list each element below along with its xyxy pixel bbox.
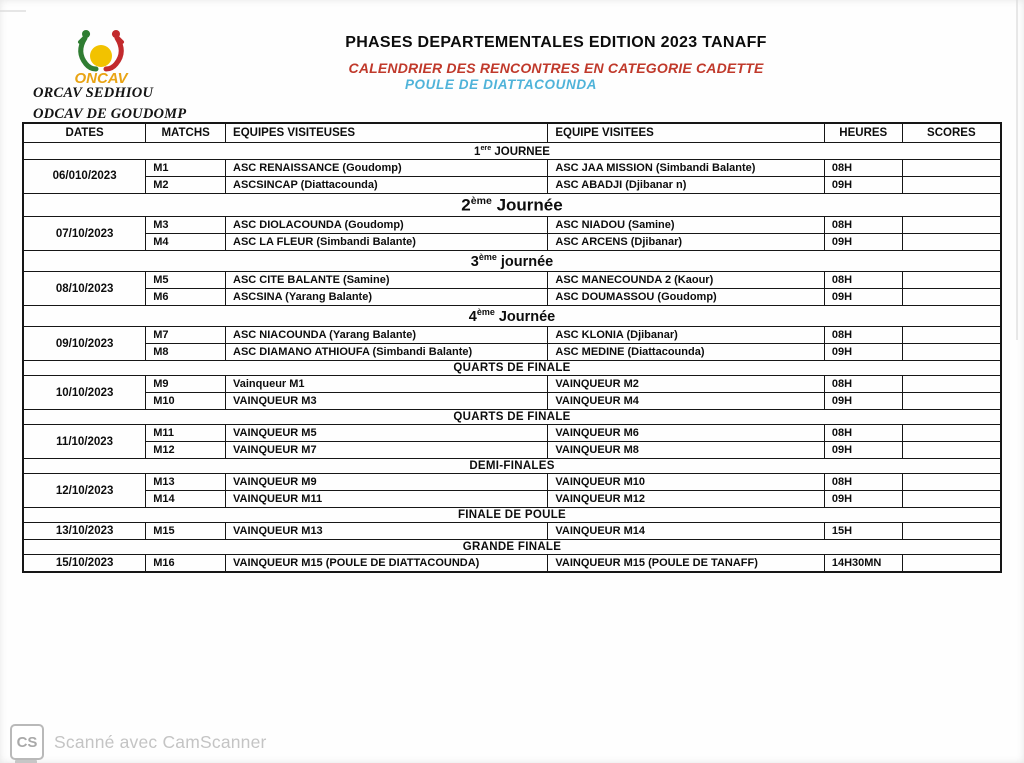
- section-header-row-8: [23, 508, 1001, 523]
- score-cell: [902, 234, 1001, 251]
- date-cell: 08/10/2023: [23, 272, 146, 306]
- time-cell: 08H: [824, 425, 902, 442]
- schedule-table: [22, 122, 1002, 573]
- section-title: DEMI-FINALES: [23, 459, 1001, 474]
- match-number-cell: M13: [146, 474, 226, 491]
- visiting-team-cell: ASC LA FLEUR (Simbandi Balante): [226, 234, 548, 251]
- score-cell: [902, 491, 1001, 508]
- date-cell: 12/10/2023: [23, 474, 146, 508]
- visiting-team-cell: VAINQUEUR M9: [226, 474, 548, 491]
- section-header-row-2: [23, 193, 1001, 217]
- visited-team-cell: ASC KLONIA (Djibanar): [548, 327, 824, 344]
- match-number-cell: M11: [146, 425, 226, 442]
- visiting-team-cell: ASC NIACOUNDA (Yarang Balante): [226, 327, 548, 344]
- time-cell: 09H: [824, 344, 902, 361]
- match-number-cell: M10: [146, 393, 226, 410]
- time-cell: 09H: [824, 176, 902, 193]
- time-cell: 14H30MN: [824, 555, 902, 573]
- visited-team-cell: ASC MEDINE (Diattacounda): [548, 344, 824, 361]
- scan-edge-artifact: [0, 10, 26, 12]
- time-cell: 08H: [824, 376, 902, 393]
- match-number-cell: M14: [146, 491, 226, 508]
- col-header-heures: HEURES: [824, 123, 902, 143]
- section-title: FINALE DE POULE: [23, 508, 1001, 523]
- score-cell: [902, 289, 1001, 306]
- section-header-row-3: [23, 251, 1001, 272]
- score-cell: [902, 474, 1001, 491]
- time-cell: 08H: [824, 474, 902, 491]
- date-cell: 13/10/2023: [23, 523, 146, 540]
- match-row-m8: [23, 344, 1001, 361]
- match-number-cell: M3: [146, 217, 226, 234]
- date-cell: 07/10/2023: [23, 217, 146, 251]
- section-title: 3ème journée: [23, 251, 1001, 272]
- match-number-cell: M9: [146, 376, 226, 393]
- title-block: [0, 34, 1024, 94]
- camscanner-watermark: [10, 724, 267, 760]
- section-header-row-5: [23, 361, 1001, 376]
- score-cell: [902, 217, 1001, 234]
- visited-team-cell: ASC MANECOUNDA 2 (Kaour): [548, 272, 824, 289]
- match-number-cell: M7: [146, 327, 226, 344]
- match-number-cell: M16: [146, 555, 226, 573]
- visited-team-cell: VAINQUEUR M10: [548, 474, 824, 491]
- date-cell: 15/10/2023: [23, 555, 146, 573]
- visited-team-cell: VAINQUEUR M14: [548, 523, 824, 540]
- time-cell: 09H: [824, 393, 902, 410]
- visiting-team-cell: Vainqueur M1: [226, 376, 548, 393]
- match-row-m14: [23, 491, 1001, 508]
- section-title: 4ème Journée: [23, 306, 1001, 327]
- visiting-team-cell: ASC CITE BALANTE (Samine): [226, 272, 548, 289]
- match-number-cell: M5: [146, 272, 226, 289]
- score-cell: [902, 272, 1001, 289]
- time-cell: 09H: [824, 234, 902, 251]
- org-line-odcav: ODCAV DE GOUDOMP: [33, 106, 187, 122]
- match-row-m1: [23, 159, 1001, 176]
- date-cell: 10/10/2023: [23, 376, 146, 410]
- match-row-m15: [23, 523, 1001, 540]
- visiting-team-cell: VAINQUEUR M13: [226, 523, 548, 540]
- time-cell: 09H: [824, 491, 902, 508]
- visiting-team-cell: ASCSINA (Yarang Balante): [226, 289, 548, 306]
- col-header-scores: SCORES: [902, 123, 1001, 143]
- schedule-table-body: [23, 143, 1001, 573]
- visiting-team-cell: VAINQUEUR M7: [226, 442, 548, 459]
- time-cell: 15H: [824, 523, 902, 540]
- time-cell: 08H: [824, 217, 902, 234]
- visiting-team-cell: ASC DIOLACOUNDA (Goudomp): [226, 217, 548, 234]
- score-cell: [902, 393, 1001, 410]
- match-number-cell: M2: [146, 176, 226, 193]
- section-header-row-7: [23, 459, 1001, 474]
- score-cell: [902, 523, 1001, 540]
- visiting-team-cell: VAINQUEUR M3: [226, 393, 548, 410]
- poule-label: POULE DE DIATTACOUNDA: [404, 77, 598, 92]
- section-header-row-4: [23, 306, 1001, 327]
- match-row-m11: [23, 425, 1001, 442]
- score-cell: [902, 344, 1001, 361]
- match-row-m2: [23, 176, 1001, 193]
- match-row-m13: [23, 474, 1001, 491]
- date-cell: 11/10/2023: [23, 425, 146, 459]
- match-row-m12: [23, 442, 1001, 459]
- section-title: GRANDE FINALE: [23, 540, 1001, 555]
- visited-team-cell: VAINQUEUR M2: [548, 376, 824, 393]
- section-title: QUARTS DE FINALE: [23, 361, 1001, 376]
- visiting-team-cell: ASC RENAISSANCE (Goudomp): [226, 159, 548, 176]
- visited-team-cell: ASC NIADOU (Samine): [548, 217, 824, 234]
- match-row-m7: [23, 327, 1001, 344]
- org-line-orcav: ORCAV SEDHIOU: [33, 85, 154, 101]
- date-cell: 09/10/2023: [23, 327, 146, 361]
- section-title: QUARTS DE FINALE: [23, 410, 1001, 425]
- section-header-row-6: [23, 410, 1001, 425]
- score-cell: [902, 327, 1001, 344]
- time-cell: 09H: [824, 442, 902, 459]
- section-header-row-1: [23, 143, 1001, 160]
- camscanner-icon: CS: [10, 724, 44, 760]
- visiting-team-cell: ASCSINCAP (Diattacounda): [226, 176, 548, 193]
- match-row-m3: [23, 217, 1001, 234]
- section-title: 2ème Journée: [23, 193, 1001, 217]
- match-number-cell: M8: [146, 344, 226, 361]
- score-cell: [902, 555, 1001, 573]
- score-cell: [902, 159, 1001, 176]
- visited-team-cell: ASC JAA MISSION (Simbandi Balante): [548, 159, 824, 176]
- score-cell: [902, 425, 1001, 442]
- match-number-cell: M6: [146, 289, 226, 306]
- match-number-cell: M4: [146, 234, 226, 251]
- time-cell: 08H: [824, 159, 902, 176]
- visited-team-cell: VAINQUEUR M6: [548, 425, 824, 442]
- visited-team-cell: VAINQUEUR M8: [548, 442, 824, 459]
- match-row-m5: [23, 272, 1001, 289]
- visiting-team-cell: ASC DIAMANO ATHIOUFA (Simbandi Balante): [226, 344, 548, 361]
- visited-team-cell: VAINQUEUR M15 (POULE DE TANAFF): [548, 555, 824, 573]
- visited-team-cell: ASC DOUMASSOU (Goudomp): [548, 289, 824, 306]
- oncav-logo-text: ONCAV: [74, 70, 128, 87]
- time-cell: 08H: [824, 327, 902, 344]
- camscanner-text: Scanné avec CamScanner: [54, 731, 267, 752]
- date-cell: 06/010/2023: [23, 159, 146, 193]
- visiting-team-cell: VAINQUEUR M5: [226, 425, 548, 442]
- page-title: PHASES DEPARTEMENTALES EDITION 2023 TANAFF: [345, 34, 767, 51]
- visited-team-cell: ASC ARCENS (Djibanar): [548, 234, 824, 251]
- match-row-m10: [23, 393, 1001, 410]
- score-cell: [902, 376, 1001, 393]
- time-cell: 09H: [824, 289, 902, 306]
- page-subtitle: CALENDRIER DES RENCONTRES EN CATEGORIE CADETTE: [348, 60, 764, 76]
- match-number-cell: M15: [146, 523, 226, 540]
- visited-team-cell: ASC ABADJI (Djibanar n): [548, 176, 824, 193]
- section-header-row-9: [23, 540, 1001, 555]
- visiting-team-cell: VAINQUEUR M11: [226, 491, 548, 508]
- match-row-m4: [23, 234, 1001, 251]
- col-header-visiteuses: EQUIPES VISITEUSES: [226, 123, 548, 143]
- time-cell: 08H: [824, 272, 902, 289]
- visited-team-cell: VAINQUEUR M12: [548, 491, 824, 508]
- match-row-m9: [23, 376, 1001, 393]
- match-number-cell: M12: [146, 442, 226, 459]
- table-header-row: [23, 123, 1001, 143]
- score-cell: [902, 176, 1001, 193]
- section-title: 1ere JOURNEE: [23, 143, 1001, 160]
- visiting-team-cell: VAINQUEUR M15 (POULE DE DIATTACOUNDA): [226, 555, 548, 573]
- visited-team-cell: VAINQUEUR M4: [548, 393, 824, 410]
- match-row-m16: [23, 555, 1001, 573]
- col-header-matchs: MATCHS: [146, 123, 226, 143]
- match-number-cell: M1: [146, 159, 226, 176]
- score-cell: [902, 442, 1001, 459]
- match-row-m6: [23, 289, 1001, 306]
- col-header-dates: DATES: [23, 123, 146, 143]
- col-header-visitees: EQUIPE VISITEES: [548, 123, 824, 143]
